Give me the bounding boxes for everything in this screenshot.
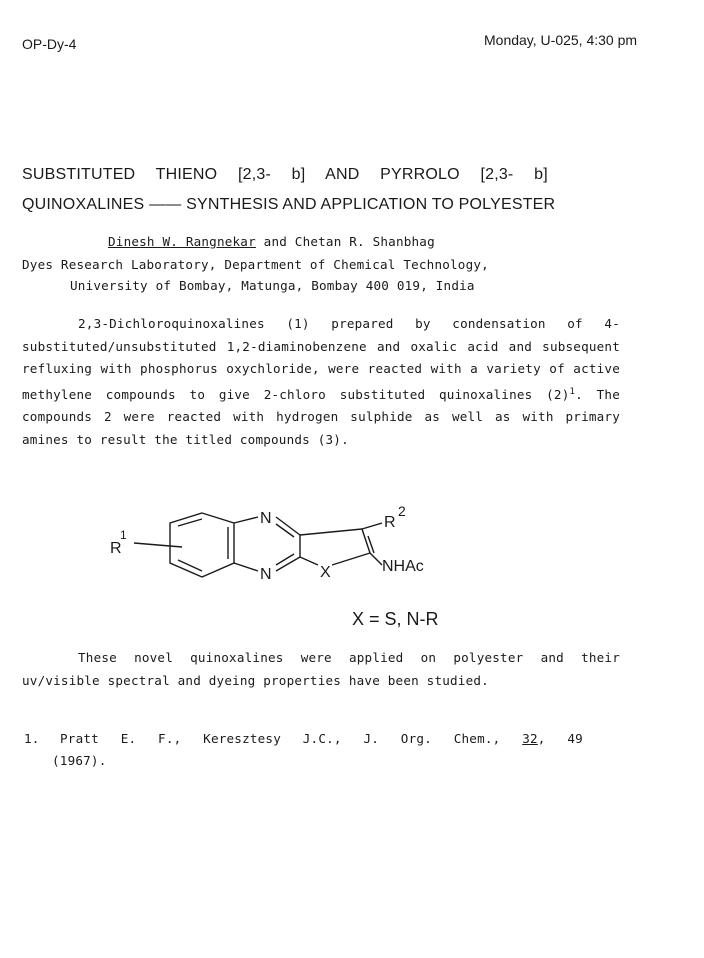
nitrogen-top-label: N (260, 510, 272, 527)
nitrogen-bottom-label: N (260, 566, 272, 583)
heteroatom-x-label: X (320, 564, 331, 581)
authors (108, 234, 435, 249)
reference-number: 1. (24, 731, 40, 746)
reference-marker: 1 (569, 386, 576, 397)
quinoxaline-structure-diagram (100, 495, 460, 590)
reference-entry (60, 731, 583, 746)
affiliation-line-1: Dyes Research Laboratory, Department of Chemical Technology, (22, 257, 489, 272)
r2-label: R (384, 514, 396, 531)
reference-page: , 49 (537, 731, 583, 746)
title-line-2: QUINOXALINES —— SYNTHESIS AND APPLICATION TO POLYESTER (22, 196, 556, 213)
structure-bonds (134, 513, 382, 577)
presenting-author: Dinesh W. Rangnekar (108, 234, 256, 249)
abstract-text-b: . The compounds 2 were reacted with hydrogen sulphide as well as with primary amines to result the titled compounds (3). (22, 386, 620, 447)
reference-authors: Pratt E. F., Keresztesy J.C., J. Org. Chem., (60, 731, 501, 746)
session-code: OP-Dy-4 (22, 36, 77, 52)
r1-superscript: 1 (120, 528, 127, 542)
abstract-paragraph-1 (22, 313, 620, 451)
r2-superscript: 2 (398, 503, 406, 519)
abstract-paragraph-2: These novel quinoxalines were applied on polyester and their uv/visible spectral and dyeing properties have been studied. (22, 650, 620, 688)
abstract-text-a: 2,3-Dichloroquinoxalines (1) prepared by condensation of 4-substituted/unsubstituted 1,2-diaminobenzene and oxalic acid and subsequent refluxing with phosphorus oxychloride, were reacted with a variety of active methylene compounds to give 2-chloro substituted quinoxalines (2) (22, 316, 620, 402)
reference-year: (1967). (52, 753, 107, 768)
affiliation-line-2: University of Bombay, Matunga, Bombay 400 019, India (70, 278, 475, 293)
title-line-1: SUBSTITUTED THIENO [2,3- b] AND PYRROLO [2,3- b] (22, 166, 548, 183)
structure-legend: X = S, N-R (352, 609, 439, 629)
nhac-label: NHAc (382, 558, 424, 575)
session-schedule: Monday, U-025, 4:30 pm (484, 32, 638, 48)
co-author: and Chetan R. Shanbhag (255, 234, 435, 249)
reference-volume: 32 (522, 731, 538, 746)
r1-label: R (110, 540, 122, 557)
